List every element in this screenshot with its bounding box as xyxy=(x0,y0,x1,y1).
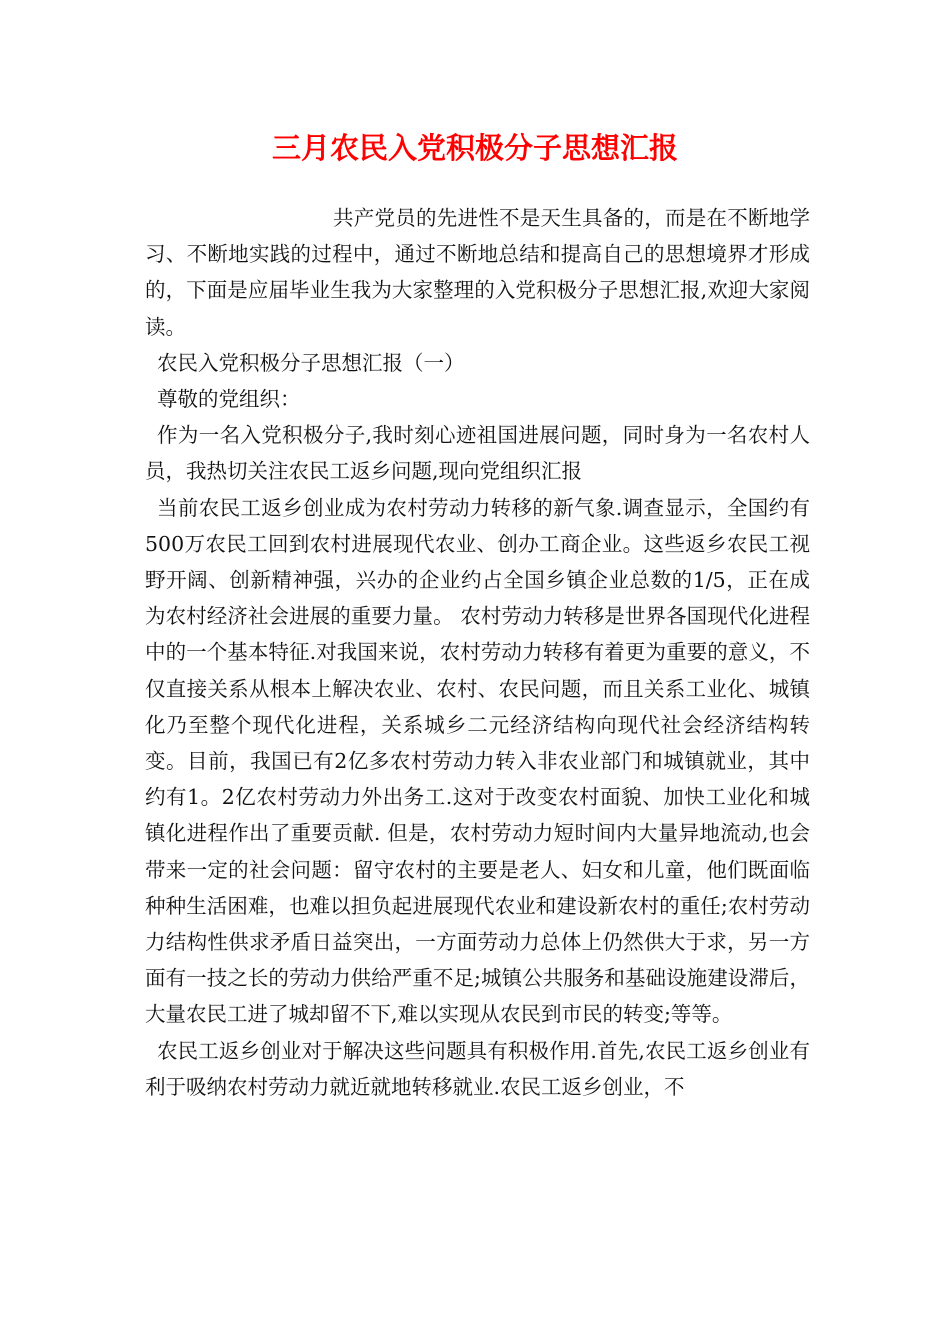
body-paragraph: 农民工返乡创业对于解决这些问题具有积极作用.首先,农民工返乡创业有利于吸纳农村劳动力就近就地转移就业.农民工返乡创业，不 xyxy=(145,1038,810,1099)
section-heading: 农民入党积极分子思想汇报（一） xyxy=(157,350,465,375)
body-paragraph: 作为一名入党积极分子,我时刻心迹祖国进展问题，同时身为一名农村人员，我热切关注农民工返乡问题,现向党组织汇报 xyxy=(145,423,810,484)
document-title: 三月农民入党积极分子思想汇报 xyxy=(271,131,678,165)
document-body xyxy=(145,200,810,1105)
intro-paragraph: 共产党员的先进性不是天生具备的，而是在不断地学习、不断地实践的过程中，通过不断地总结和提高自己的思想境界才形成的，下面是应届毕业生我为大家整理的入党积极分子思想汇报,欢迎大家阅读。 xyxy=(145,206,810,339)
salutation: 尊敬的党组织： xyxy=(157,387,301,412)
body-paragraph: 当前农民工返乡创业成为农村劳动力转移的新气象.调查显示，全国约有500万农民工回到农村进展现代农业、创办工商企业。这些返乡农民工视野开阔、创新精神强，兴办的企业约占全国乡镇企业总数的1/5，正在成为农村经济社会进展的重要力量。 农村劳动力转移是世界各国现代化进程中的一个基本特征.对我国来说，农村劳动力转移有着更为重要的意义，不仅直接关系从根本上解决农业、农村、农民问题，而且关系工业化、城镇化乃至整个现代化进程，关系城乡二元经济结构向现代社会经济结构转变。目前，我国已有2亿多农村劳动力转入非农业部门和城镇就业，其中约有1。2亿农村劳动力外出务工.这对于改变农村面貌、加快工业化和城镇化进程作出了重要贡献. 但是，农村劳动力短时间内大量异地流动,也会带来一定的社会问题：留守农村的主要是老人、妇女和儿童，他们既面临种种生活困难，也难以担负起进展现代农业和建设新农村的重任;农村劳动力结构性供求矛盾日益突出，一方面劳动力总体上仍然供大于求，另一方面有一技之长的劳动力供给严重不足;城镇公共服务和基础设施建设滞后，大量农民工进了城却留不下,难以实现从农民到市民的转变;等等。 xyxy=(145,495,810,1027)
